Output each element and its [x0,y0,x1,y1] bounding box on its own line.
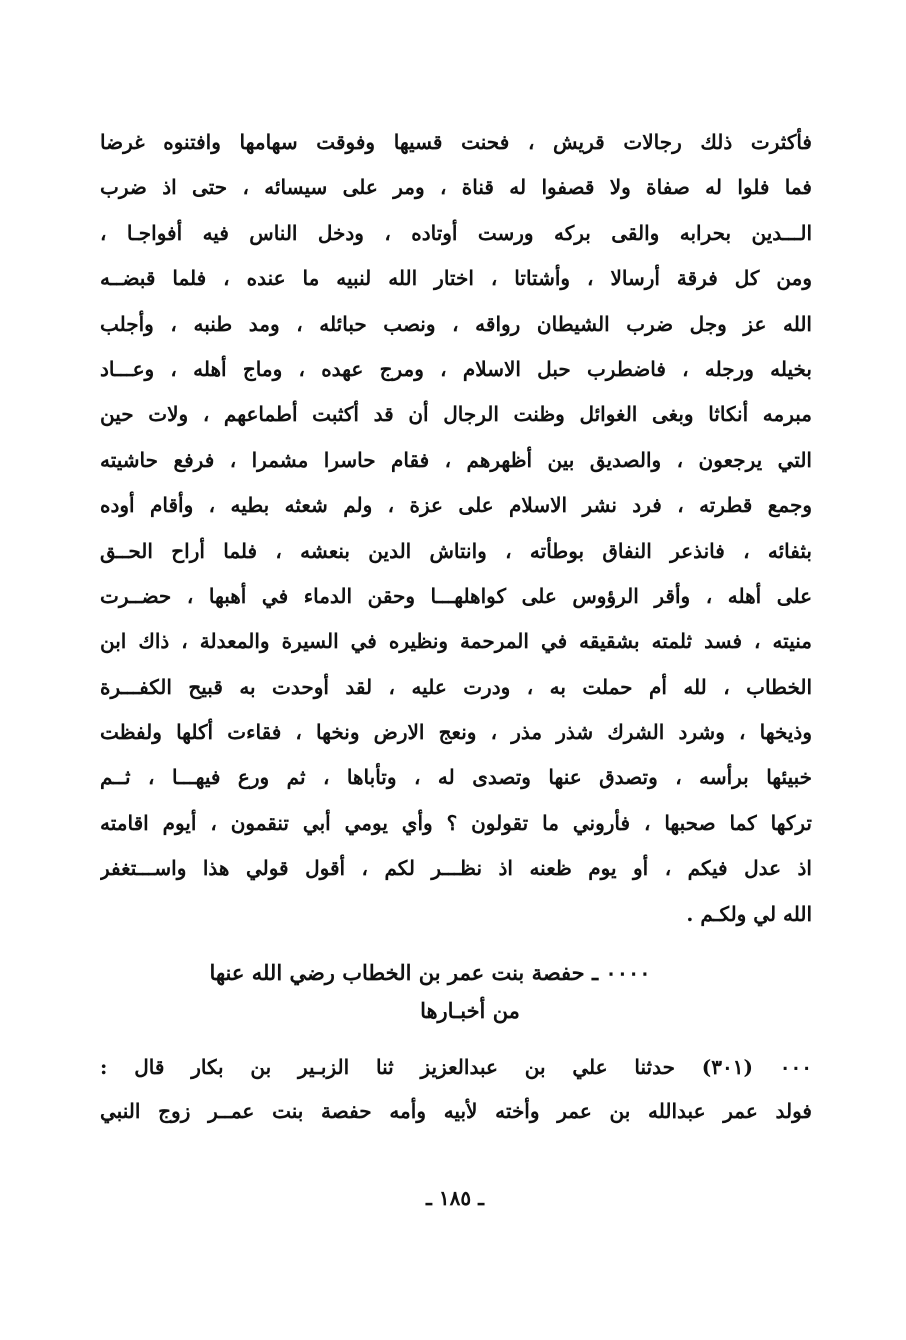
page-number: ـ ١٨٥ ـ [426,1186,484,1210]
text-line: فولد عمر عبدالله بن عمر وأخته لأبيه وأمه حفصة بنت عمــر زوج النبي [100,1099,812,1123]
text-line: مبرمه أنكاثا وبغى الغوائل وظنت الرجال أن قد أكثبت أطماعهم ، ولات حين [100,402,812,427]
text-line: الخطاب ، لله أم حملت به ، ودرت عليه ، لقد أوحدت به قبيح الكفـــرة [100,674,812,699]
text-line: وجمع قطرته ، فرد نشر الاسلام على عزة ، ولم شعثه بطيه ، وأقام أوده [100,493,812,518]
text-line: فما فلوا له صفاة ولا قصفوا له قناة ، ومر على سيسائه ، حتى اذ ضرب [100,175,812,200]
section-subtitle: من أخبـارها [420,998,520,1023]
text-line: ومن كل فرقة أرسالا ، وأشتاتا ، اختار الله لنبيه ما عنده ، فلما قبضــه [100,266,812,291]
text-line: وذيخها ، وشرد الشرك شذر مذر ، ونعج الارض ونخها ، فقاءت أكلها ولفظت [100,720,812,745]
text-line: التي يرجعون ، والصديق بين أظهرهم ، فقام حاسرا مشمرا ، فرفع حاشيته [100,447,812,472]
section-title: ۰۰۰۰ ـ حفصة بنت عمر بن الخطاب رضي الله عنها [209,960,651,985]
text-line: منيته ، فسد ثلمته بشقيقه في المرحمة ونظيره في السيرة والمعدلة ، ذاك ابن [100,629,812,654]
section-text [100,1045,812,1133]
text-line: تركها كما صحبها ، فأروني ما تقولون ؟ وأي يومي أبي تنقمون ، أيوم اقامته [100,810,812,835]
text-line: ۰۰۰ (۳۰۱) حدثنا علي بن عبدالعزيز ثنا الزبـير بن بكار قال : [100,1055,812,1079]
text-line: الـــدين بحرابه والقى بركه ورست أوتاده ، ودخل الناس فيه أفواجـا ، [100,220,812,245]
text-line: على أهله ، وأقر الرؤوس على كواهلهـــا وحقن الدماء في أهبها ، حضــرت [100,583,812,608]
body-text [100,120,812,937]
text-line: اذ عدل فيكم ، أو يوم ظعنه اذ نظـــر لكم ، أقول قولي هذا واســـتغفر [100,856,812,881]
text-line-last: الله لي ولكـم . [686,901,812,926]
section-heading [150,954,710,1030]
text-line: بخيله ورجله ، فاضطرب حبل الاسلام ، ومرج عهده ، وماج أهله ، وعـــاد [100,356,812,381]
text-line: خبيئها برأسه ، وتصدق عنها وتصدى له ، وتأباها ، ثم ورع فيهـــا ، ثــم [100,765,812,790]
text-line: الله عز وجل ضرب الشيطان رواقه ، ونصب حبائله ، ومد طنبه ، وأجلب [100,311,812,336]
text-line: بثفائه ، فانذعر النفاق بوطأته ، وانتاش الدين بنعشه ، فلما أراح الحــق [100,538,812,563]
text-line: فأكثرت ذلك رجالات قريش ، فحنت قسيها وفوقت سهامها وافتنوه غرضا [100,130,812,154]
